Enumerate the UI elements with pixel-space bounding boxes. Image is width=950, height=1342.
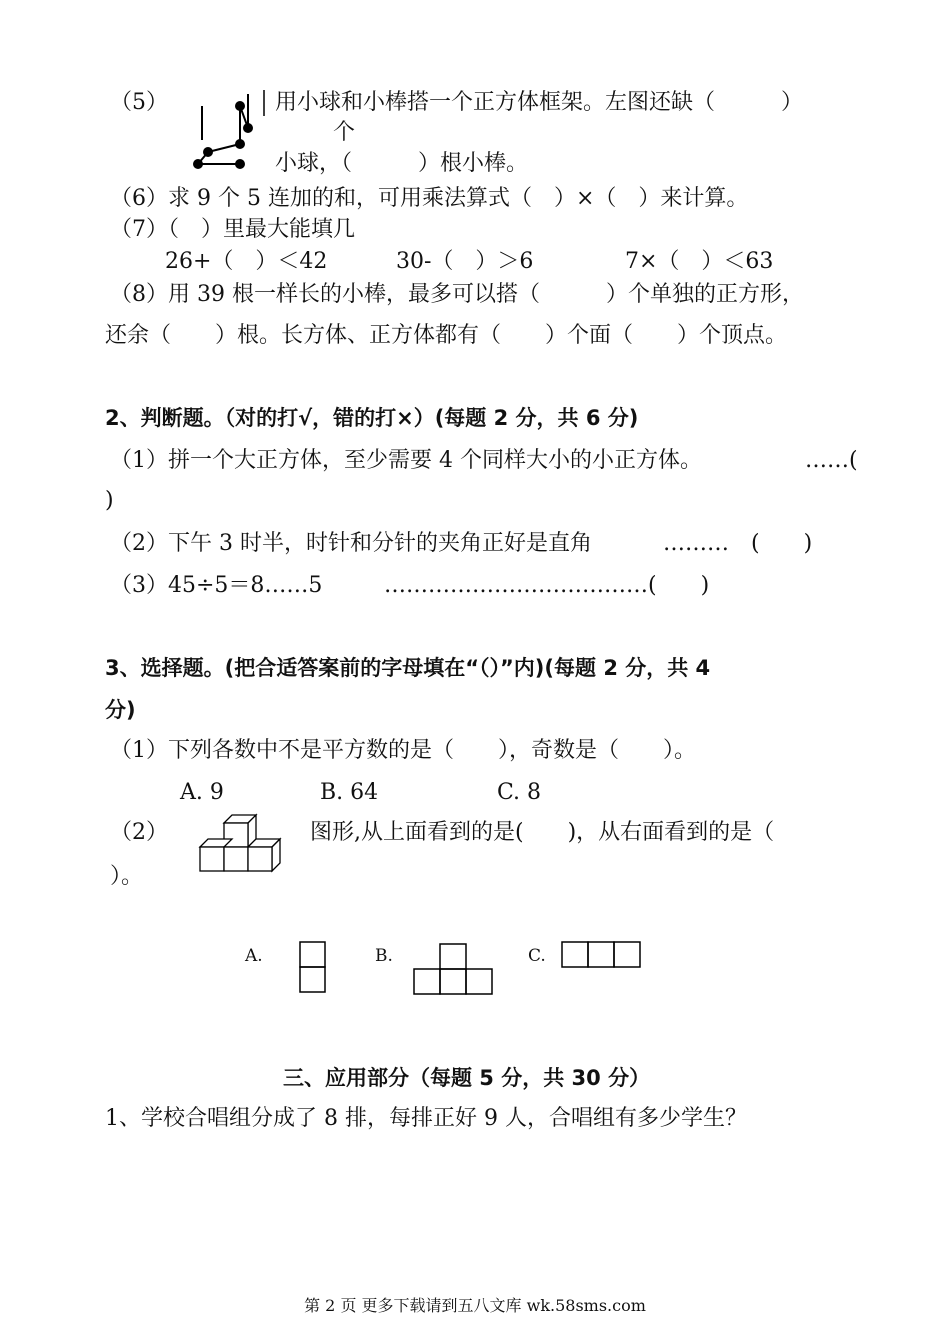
q5-number: （5） [110, 90, 168, 115]
q5-line2: 小球，（ ）根小棒。 [275, 151, 529, 176]
q7-expression-b: 30-（ ）＞6 [396, 249, 534, 274]
frame-ball [235, 101, 245, 111]
frame-ball [235, 159, 245, 169]
section2-title: 2、判断题。（对的打√，错的打×）(每题 2 分，共 6 分) [105, 406, 639, 430]
figure-option-c-label: C. [528, 946, 546, 966]
tf-q2-text: （2）下午 3 时半，时针和分针的夹角正好是直角 [110, 531, 592, 556]
figure-option-a [299, 941, 327, 995]
q5-line1: 用小球和小棒搭一个正方体框架。左图还缺（ ） [275, 90, 804, 115]
q6-text: （6）求 9 个 5 连加的和，可用乘法算式（ ）×（ ）来计算。 [110, 186, 749, 211]
mc-q2-text-end: ）。 [110, 864, 144, 889]
q8-line1: （8）用 39 根一样长的小棒，最多可以搭（ ）个单独的正方形， [110, 282, 804, 307]
figure-option-b [413, 943, 493, 997]
section3-title-line1: 3、选择题。(把合适答案前的字母填在“（）”内)(每题 2 分，共 4 [105, 656, 711, 680]
frame-ball [235, 139, 245, 149]
mc-q1-text: （1）下列各数中不是平方数的是（ ），奇数是（ ）。 [110, 738, 696, 763]
part3-title: 三、应用部分（每题 5 分，共 30 分） [283, 1066, 651, 1090]
q8-line2: 还余（ ）根。长方体、正方体都有（ ）个面（ ）个顶点。 [105, 323, 788, 348]
mc-q1-option-b: B. 64 [320, 780, 379, 805]
tf-q1-dots: ……( [805, 448, 858, 473]
application-q1: 1、学校合唱组分成了 8 排，每排正好 9 人，合唱组有多少学生？ [105, 1106, 747, 1131]
q5-line1b: 个 [333, 120, 356, 145]
figure-option-a-label: A. [245, 946, 263, 966]
q7-text: （7）（ ）里最大能填几 [110, 217, 355, 242]
tf-q1-text: （1）拼一个大正方体，至少需要 4 个同样大小的小正方体。 [110, 448, 702, 473]
mc-q1-option-c: C. 8 [497, 780, 542, 805]
tf-q1-close: ) [105, 488, 114, 513]
cube-frame-figure [190, 88, 270, 178]
figure-option-c [561, 941, 641, 969]
mc-q1-option-a: A. 9 [180, 780, 224, 805]
section3-title-line2: 分) [105, 698, 136, 722]
mc-q2-text: 图形,从上面看到的是( )，从右面看到的是（ [310, 820, 775, 845]
tf-q2-dots: ……… ( ) [663, 531, 813, 556]
frame-ball [203, 147, 213, 157]
tf-q3-dots: ………………………………( ) [384, 573, 710, 598]
frame-ball [243, 123, 253, 133]
frame-ball [193, 159, 203, 169]
figure-option-b-label: B. [375, 946, 393, 966]
q7-expression-a: 26+（ ）＜42 [165, 249, 328, 274]
q7-expression-c: 7×（ ）＜63 [625, 249, 774, 274]
page-footer: 第 2 页 更多下载请到五八文库 wk.58sms.com [304, 1296, 646, 1315]
tf-q3-text: （3）45÷5＝8……5 [110, 573, 323, 598]
mc-q2-number: （2） [110, 820, 168, 845]
stacked-cubes-figure [198, 815, 290, 879]
